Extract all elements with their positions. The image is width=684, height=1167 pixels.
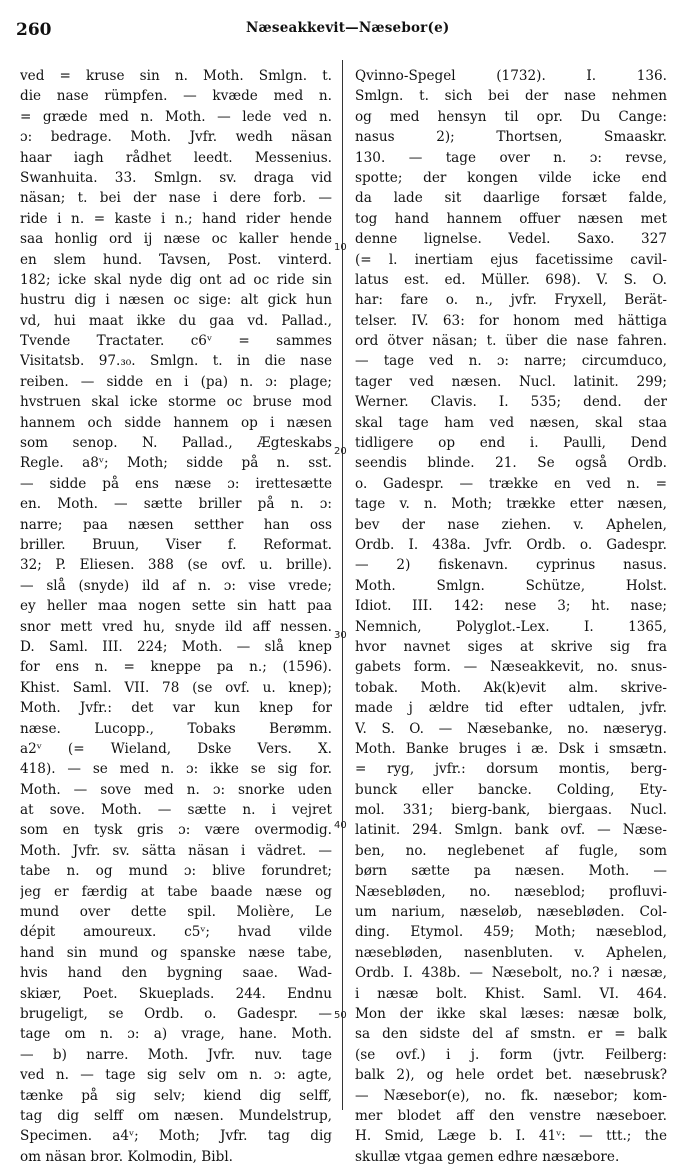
text-line: ved = kruse sin n. Moth. Smlgn. t. (20, 68, 332, 84)
page-number: 260 (16, 20, 52, 40)
text-line: briller. Bruun, Viser f. Reformat. (20, 536, 332, 553)
text-line: a2ᵛ (= Wieland, Dske Vers. X. (20, 740, 332, 757)
text-line: — b) narre. Moth. Jvfr. nuv. tage (20, 1046, 332, 1063)
text-line: hannem och sidde hannem op i næsen (20, 414, 332, 431)
text-line: — sidde på ens næse ɔ: irettesætte (20, 475, 332, 492)
text-line: reiben. — sidde en i (pa) n. ɔ: plage; (20, 373, 332, 390)
text-line: haar iagh rådhet leedt. Messenius. (20, 149, 332, 166)
margin-line-number: 30 (334, 630, 347, 641)
text-line: tage v. n. Moth; trække etter næsen, (355, 496, 667, 513)
text-line: 130. — tage over n. ɔ: revse, (355, 149, 667, 166)
text-line: tager ved næsen. Nucl. latinit. 299; (355, 373, 667, 390)
text-line: mer blodet aff den venstre næseboer. (355, 1107, 667, 1124)
text-line: mund over dette spil. Molière, Le (20, 904, 332, 921)
text-line: Werner. Clavis. I. 535; dend. der (355, 394, 667, 411)
text-line: Ordb. I. 438b. — Næsebolt, no.? i næsæ, (355, 965, 667, 982)
text-line: gabets form. — Næseakkevit, no. snus- (355, 659, 667, 676)
text-line: nasus 2); Thortsen, Smaaskr. (355, 129, 667, 146)
text-line: om näsan bror. Kolmodin, Bibl. (20, 1148, 233, 1165)
text-line: ding. Etymol. 459; Moth; næseblod, (355, 924, 667, 941)
text-line: 182; icke skal nyde dig ont ad oc ride sin (20, 271, 332, 288)
text-line: Tvende Tractater. c6ᵛ = sammes (20, 333, 332, 350)
text-line: die nase rümpfen. — kvæde med n. (20, 88, 332, 105)
text-line: hvor navnet siges at skrive sig fra (355, 638, 667, 655)
text-line: Specimen. a4ᵛ; Moth; Jvfr. tag dig (20, 1128, 332, 1145)
right-column (355, 66, 667, 1167)
text-line: — 2) fiskenavn. cyprinus nasus. (355, 557, 667, 574)
text-line: tag dig selff om næsen. Mundelstrup, (20, 1107, 332, 1124)
text-line: = græde med n. Moth. — lede ved n. (20, 108, 332, 125)
text-line: o. Gadespr. — trække en ved n. = (355, 475, 667, 492)
text-line: Khist. Saml. VII. 78 (se ovf. u. knep); (20, 679, 332, 696)
column-divider (342, 60, 343, 1110)
text-line: i næsæ bolt. Khist. Saml. VI. 464. (355, 985, 667, 1002)
text-line: tabe n. og mund ɔ: blive forundret; (20, 863, 332, 880)
text-line: næsebløden, nasenbluten. v. Aphelen, (355, 944, 667, 961)
text-line: saa honlig ord ij næse oc kaller hende (20, 231, 332, 248)
text-line: børn sætte pa næsen. Moth. — (355, 863, 667, 880)
text-line: Moth. — sove med n. ɔ: snorke uden (20, 781, 332, 798)
text-line: tobak. Moth. Ak(k)evit alm. skrive- (355, 679, 667, 696)
text-line: skal tage ham ved næsen, skal staa (355, 414, 667, 431)
text-line: næse. Lucopp., Tobaks Berømm. (20, 720, 332, 737)
text-line: (= l. inertiam ejus facetissime cavil- (355, 251, 667, 268)
text-line: skullæ vtgaa gemen edhre næsæbore. (355, 1148, 620, 1165)
text-line: made j ældre tid efter udtalen, jvfr. (355, 700, 667, 717)
text-line: latinit. 294. Smlgn. bank ovf. — Næse- (355, 822, 667, 839)
text-line: V. S. O. — Næsebanke, no. næseryg. (355, 720, 667, 737)
text-line: Moth. Banke bruges i æ. Dsk i smsætn. (355, 740, 667, 757)
text-line: hvstruen skal icke storme oc bruse mod (20, 394, 332, 411)
text-line: Mon der ikke skal læses: næsæ bolk, (355, 1005, 667, 1022)
text-line: bunck eller bancke. Colding, Ety- (355, 781, 667, 798)
text-line: Swanhuita. 33. Smlgn. sv. draga vid (20, 169, 332, 186)
text-line: en. Moth. — sætte briller på n. ɔ: (20, 496, 332, 513)
text-line: tage om n. ɔ: a) vrage, hane. Moth. (20, 1026, 332, 1043)
text-line: — slå (snyde) ild af n. ɔ: vise vrede; (20, 577, 332, 594)
text-line: Nemnich, Polyglot.-Lex. I. 1365, (355, 618, 667, 635)
text-line: näsan; t. bei der nase i dere forb. — (20, 190, 332, 207)
margin-line-number: 40 (334, 820, 347, 831)
margin-line-number: 50 (334, 1010, 347, 1021)
text-line: narre; paa næsen setther han oss (20, 516, 332, 533)
text-line: seendis blinde. 21. Se også Ordb. (355, 455, 667, 472)
text-line: 32; P. Eliesen. 388 (se ovf. u. brille). (20, 557, 332, 574)
text-line: tidligere op end i. Paulli, Dend (355, 435, 667, 452)
margin-line-number: 20 (334, 446, 347, 457)
left-column (20, 66, 332, 1167)
text-line: denne lignelse. Vedel. Saxo. 327 (355, 231, 667, 248)
text-line: hustru dig i næsen oc sige: alt gick hun (20, 292, 332, 309)
text-line: vd, hui maat ikke du gaa vd. Pallad., (20, 312, 332, 329)
text-line: Moth. Smlgn. Schütze, Holst. (355, 577, 667, 594)
text-line: og med hensyn til opr. Du Cange: (355, 108, 667, 125)
text-line: dépit amoureux. c5ᵛ; hvad vilde (20, 924, 332, 941)
text-line: hvis hand den bygning saae. Wad- (20, 965, 332, 982)
text-line: — Næsebor(e), no. fk. næsebor; kom- (355, 1087, 667, 1104)
text-line: Næsebløden, no. næseblod; profluvi- (355, 883, 667, 900)
text-line: spotte; der kongen vilde icke end (355, 169, 667, 186)
text-line: har: fare o. n., jvfr. Fryxell, Berät- (355, 292, 667, 309)
text-line: hand sin mund og spanske næse tabe, (20, 944, 332, 961)
text-line: for ens n. = kneppe pa n.; (1596). (20, 659, 332, 676)
text-line: jeg er færdig at tabe baade næse og (20, 883, 332, 900)
text-line: ey heller maa nogen sette sin hatt paa (20, 598, 332, 615)
text-line: som en tysk gris ɔ: være overmodig. (20, 822, 332, 839)
text-line: snor mett vred hu, snyde ild aff nessen. (20, 618, 332, 635)
running-head: Næseakkevit—Næsebor(e) (246, 20, 450, 36)
text-line: at sove. Moth. — sætte n. i vejret (20, 802, 332, 819)
text-line: Visitatsb. 97.₃₀. Smlgn. t. in die nase (20, 353, 332, 370)
text-line: Smlgn. t. sich bei der nase nehmen (355, 88, 667, 105)
text-line: — tage ved n. ɔ: narre; circumduco, (355, 353, 667, 370)
text-line: da lade sit daarlige forsæt falde, (355, 190, 667, 207)
text-line: ben, no. ⁠neglebenet af fugle, som (355, 842, 667, 859)
text-line: H. Smid, Læge b. I. 41ᵛ: — ttt.; the (355, 1128, 667, 1145)
text-line: tænke på sig selv; kiend dig selff, (20, 1087, 332, 1104)
text-line: balk 2), og hele ordet bet. næsebrusk? (355, 1067, 667, 1084)
text-line: Regle. a8ᵛ; Moth; sidde på n. sst. (20, 455, 332, 472)
margin-line-number: 10 (334, 242, 347, 253)
text-line: D. Saml. III. 224; Moth. — slå knep (20, 638, 332, 655)
text-line: ɔ: bedrage. Moth. Jvfr. wedh näsan (20, 129, 332, 146)
text-line: latus est. ed. Müller. 698). V. S. O. (355, 271, 667, 288)
text-line: telser. IV. 63: for honom med hättiga (355, 312, 667, 329)
text-line: Idiot. III. 142: nese 3; ht. nase; (355, 598, 667, 615)
text-line: ride i n. = kaste i n.; hand rider hende (20, 210, 332, 227)
text-line: Ordb. I. 438a. Jvfr. Ordb. o. Gadespr. (355, 536, 667, 553)
text-line: = ryg, jvfr.: dorsum montis, berg- (355, 761, 667, 778)
text-line: bev der nase ziehen. v. Aphelen, (355, 516, 667, 533)
text-line: mol. 331; bierg-bank, biergaas. Nucl. (355, 802, 667, 819)
text-line: tog hand hannem offuer næsen met (355, 210, 667, 227)
text-line: skiær, Poet. Skueplads. 244. Endnu (20, 985, 332, 1002)
text-line: som senop. N. Pallad., Ægteskabs (20, 435, 332, 452)
text-line: 418). — se med n. ɔ: ikke se sig for. (20, 761, 332, 778)
text-line: um narium, næseløb, næsebløden. Col- (355, 904, 667, 921)
text-line: Qvinno-Spegel (1732). I. 136. (355, 68, 667, 84)
text-line: brugeligt, se Ordb. o. Gadespr. — (20, 1005, 332, 1022)
text-line: Moth. Jvfr.: det var kun knep for (20, 700, 332, 717)
text-line: (se ovf.) i j. form (jvtr. Feilberg: (355, 1046, 667, 1063)
page-header (0, 0, 684, 50)
text-line: ved n. — tage sig selv om n. ɔ: agte, (20, 1067, 332, 1084)
text-line: en slem hund. Tavsen, Post. vinterd. (20, 251, 332, 268)
text-line: Moth. Jvfr. sv. sätta näsan i vädret. — (20, 842, 332, 859)
text-line: ord ötver näsan; t. über die nase fahren. (355, 333, 667, 350)
text-line: sa den sidste del af smstn. er = balk (355, 1026, 667, 1043)
